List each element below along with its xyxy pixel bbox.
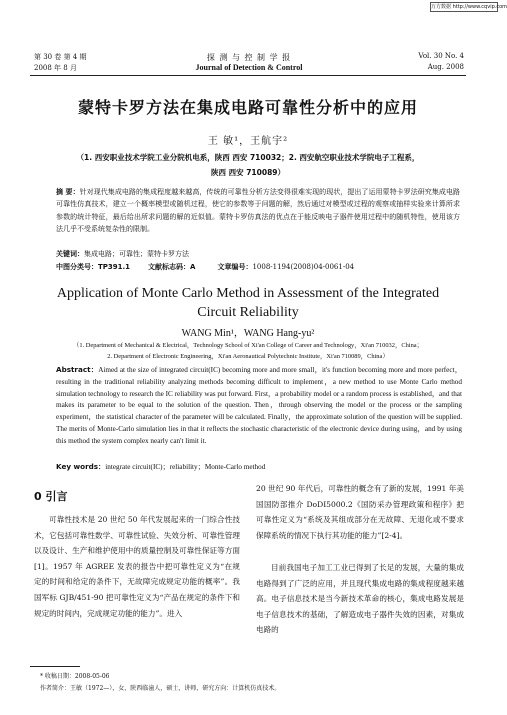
title-en-line-1: Application of Monte Carlo Method in Assessment of the Integrated: [56, 286, 440, 301]
keywords-cn: [56, 248, 460, 260]
keywords-en-label: Key words：: [56, 462, 106, 471]
body-right-paragraph-2: 目前我国电子加工工业已得到了长足的发展，大量的集成电路得到了广泛的应用，并且现代集成电路的集成程度越来越高。电子信息技术是当今新技术革命的核心，集成电路发展是电子信息技术的基础，了解造成电子器件失效的因素，对集成电路的: [256, 563, 464, 635]
header-volume-cn: 第 30 卷 第 4 期: [34, 53, 87, 61]
clc-value: TP391.1: [98, 263, 131, 271]
header-date-cn: 2008 年 8 月: [34, 64, 77, 72]
abstract-cn: [56, 186, 460, 236]
abstract-en-label: Abstract：: [56, 365, 99, 374]
footnote-author: 作者简介：王敏（1972—），女，陕西临潼人，硕士，讲师，研究方向：计算机仿真技术。: [40, 685, 281, 692]
abstract-cn-label: 摘 要：: [56, 188, 80, 196]
section-heading-introduction: 0 引言: [34, 490, 68, 503]
keywords-cn-text: 集成电路；可靠性；蒙特卡罗方法: [84, 250, 189, 258]
body-right-paragraph-1: 20 世纪 90 年代后，可靠性的概念有了新的发展，1991 年美国国防部推介 DoDI5000.2《国防采办管理政策和程序》把可靠性定义为“系统及其组成部分在无故障、无退化或不要求保障系统的情况下执行其功能的能力”[2-4]。: [256, 484, 464, 540]
article-id-label: 文章编号：: [217, 263, 253, 271]
header-volume-en: Vol. 30 No. 4: [418, 52, 464, 60]
header-date-en: Aug. 2008: [427, 63, 464, 71]
title-cn: 蒙特卡罗方法在集成电路可靠性分析中的应用: [77, 98, 418, 117]
doc-code-value: A: [190, 263, 196, 271]
affiliation-cn-1: （1. 西安职业技术学院工业分院机电系，陕西 西安 710032；2. 西安航空职业技术学院电子工程系，: [76, 153, 420, 162]
affiliation-cn-2: 陕西 西安 710089）: [210, 168, 286, 177]
title-en-line-2: Circuit Reliability: [197, 305, 299, 320]
footnote-rule: [30, 666, 80, 667]
header-journal-en: Journal of Detection & Control: [195, 63, 303, 72]
keywords-en-text: integrate circuit(IC)；reliability；Monte-Carlo method: [105, 463, 266, 471]
abstract-en-text: Aimed at the size of integrated circuit(IC) becoming more and more small，it's function becoming more and more perfect，resulting in the traditional reliability analyzing methods becoming difficult to implement，a new method to use Monte Carlo method simulation technology to research the IC reliability was put forward. First，a probability model or a random process is established，and that makes its parameter to be equal to the solution of the question. Then，through observing the model or the process or the sampling experiment，the statistical character of the parameter will be calculated. Finally，the approximate solution of the question will be supplied. The merits of Monte-Carlo simulation lies in that it reflects the stochastic characteristic of the electronic device during using，and by using this method the system complex nearly can't limit it.: [56, 366, 462, 445]
authors-cn: 王 敏¹，王航宇²: [207, 136, 289, 147]
abstract-en: [56, 364, 462, 448]
classification-cn: [56, 261, 460, 273]
header-journal-cn: 探 测 与 控 制 学 报: [206, 53, 292, 62]
authors-en: WANG Min¹，WANG Hang-yu²: [181, 328, 315, 339]
abstract-cn-text: 针对现代集成电路的集成程度越来越高，传统的可靠性分析方法变得很难实现的现状，提出了运用蒙特卡罗法研究集成电路可靠性仿真技术，建立一个概率模型或随机过程，使它的参数等于问题的解，然后通过对模型或过程的观察或抽样实验来计算所求参数的统计特征，最后给出所求问题的解的近似值。蒙特卡罗仿真法的优点在于能反映电子器件使用过程中的随机特性，使用该方法几乎不受系统复杂性的限制。: [56, 188, 461, 234]
keywords-cn-label: 关键词：: [56, 250, 84, 258]
keywords-en: [56, 461, 462, 474]
header-rule: [30, 75, 466, 76]
source-stamp: 万方数据 http://www.cqvip.com: [431, 4, 507, 10]
clc-label: 中图分类号：: [56, 263, 98, 271]
doc-code-label: 文献标志码：: [148, 263, 191, 271]
footnote-received: * 收稿日期：2008-05-06: [40, 673, 110, 680]
article-id-value: 1008-1194(2008)04-0061-04: [252, 263, 355, 271]
affiliation-en-2: 2. Department of Electronic Engineering，Xi'an Aeronautical Polytechnic Institute，Xi'an 710089，China）: [107, 353, 389, 360]
body-left-column: 可靠性技术是 20 世纪 50 年代发展起来的一门综合性技术，它包括可靠性数学、可靠性试验、失效分析、可靠性管理以及设计、生产和维护使用中的质量控制及可靠性保证等方面[1]。1957 年 AGREE 发表的报告中把可靠性定义为“在规定的时间和给定的条件下，无故障完成规定功能的概率”。我国军标 GJB/451-90 把可靠性定义为“产品在规定的条件下和规定的时间内，完成规定功能的能力”。进入: [34, 515, 240, 618]
affiliation-en-1: （1. Department of Mechanical & Electrical，Technology School of Xi'an College of Career and Technology，Xi'an 710032，China；: [72, 342, 423, 349]
